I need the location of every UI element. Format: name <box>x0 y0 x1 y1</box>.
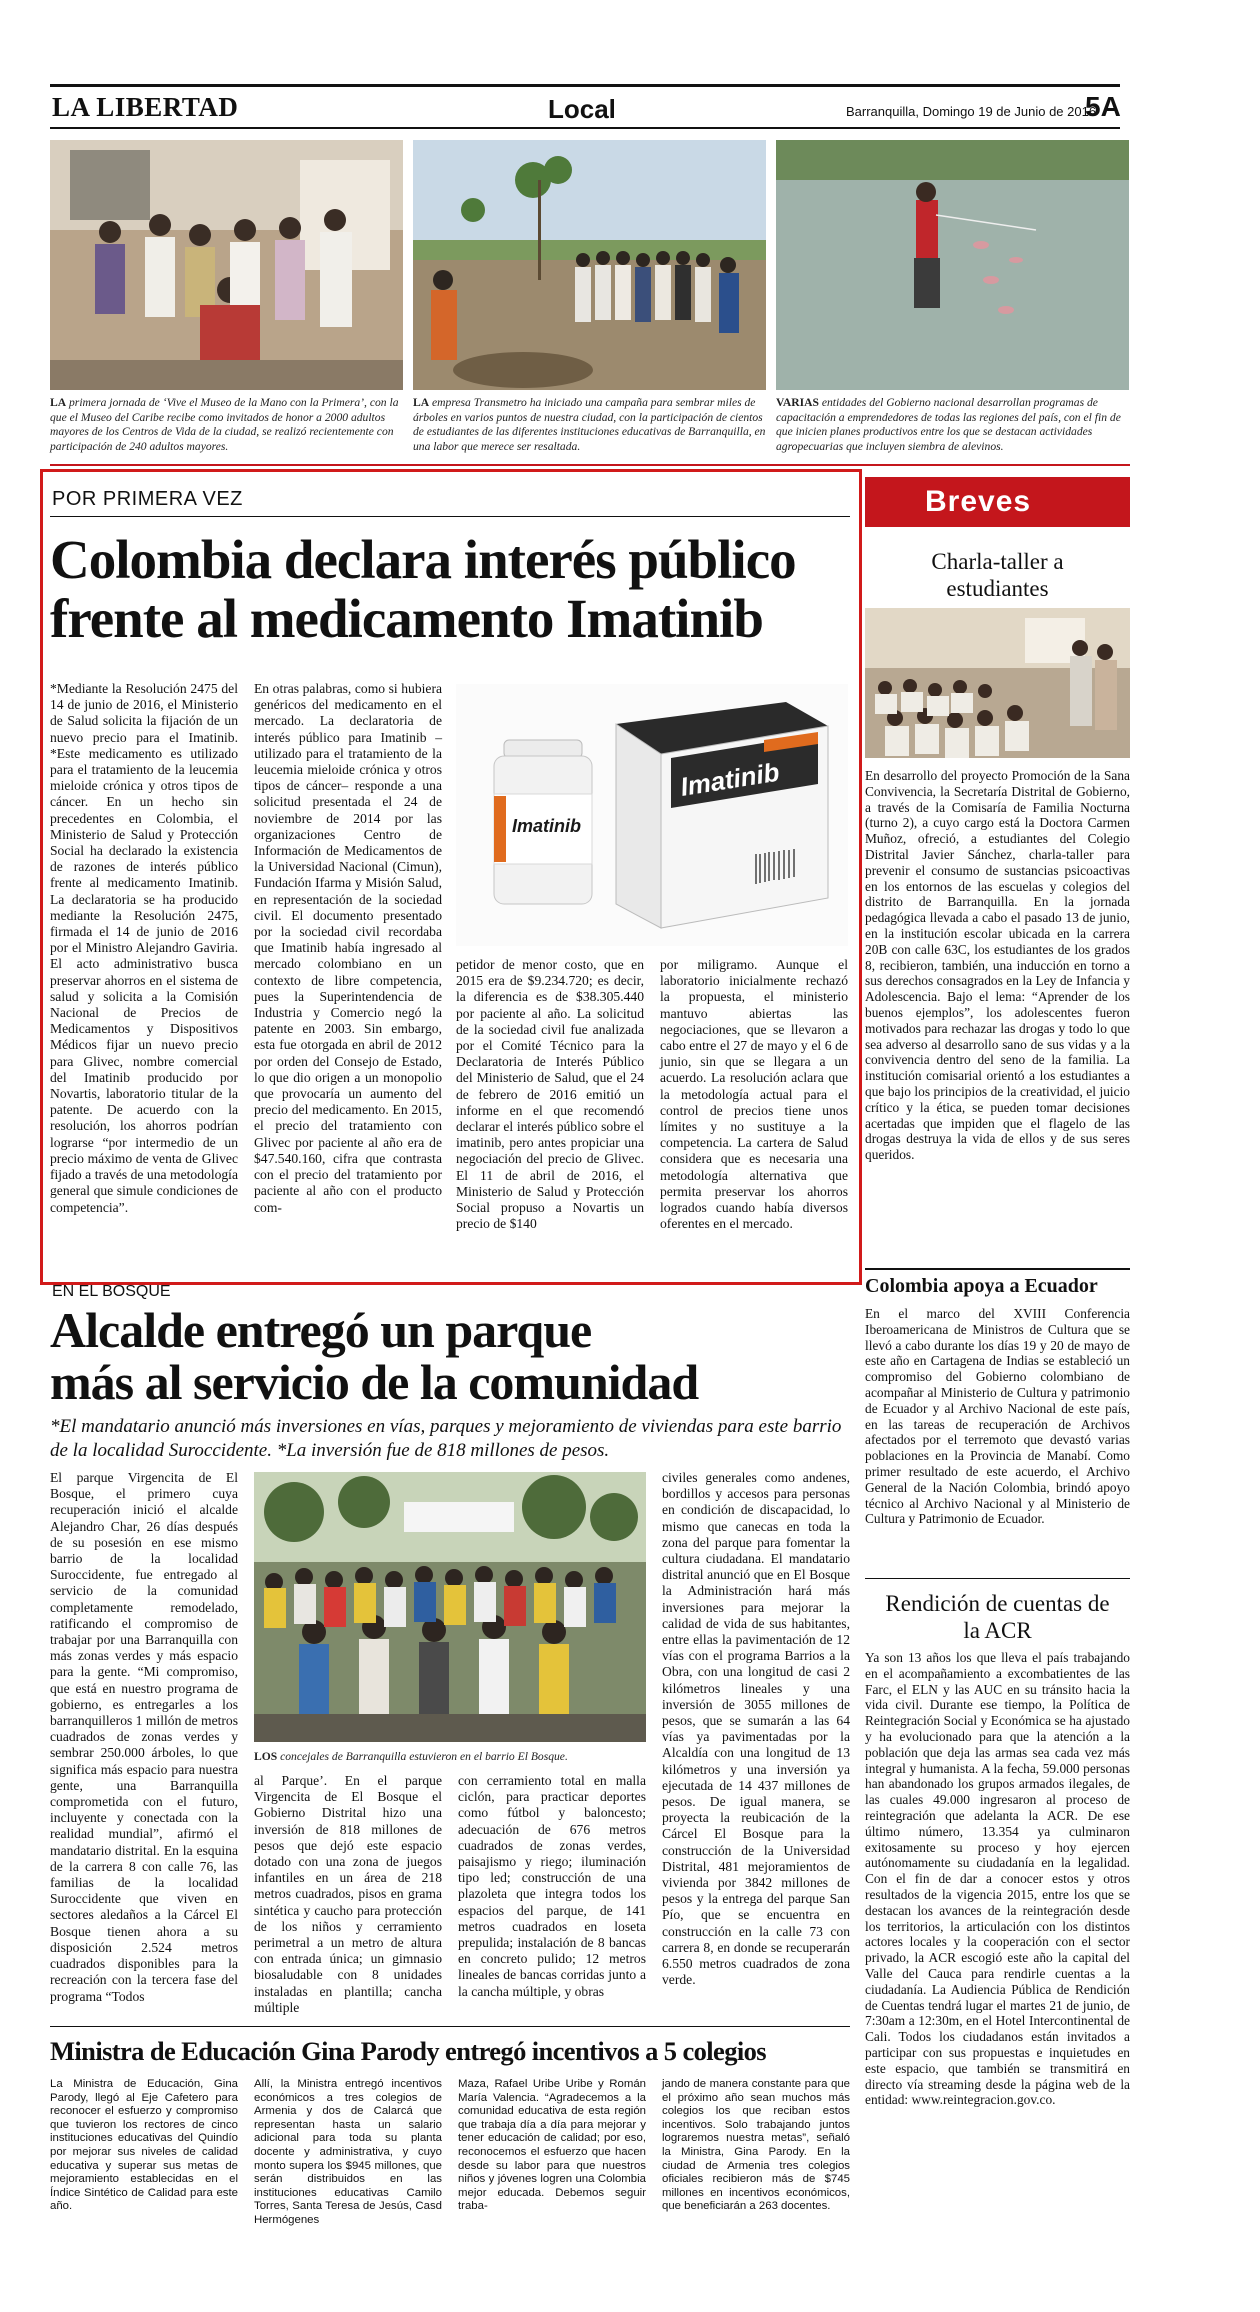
imatinib-headline-line2: frente al medicamento Imatinib <box>50 588 763 649</box>
edu-headline: Ministra de Educación Gina Parody entregó incentivos a 5 colegios <box>50 2036 766 2066</box>
park-headline-line2: más al servicio de la comunidad <box>50 1354 699 1410</box>
breves-title: Breves <box>925 485 1032 518</box>
park-headline <box>50 1302 860 1410</box>
dateline: Barranquilla, Domingo 19 de Junio de 2016 <box>846 104 1097 119</box>
header-top-rule <box>50 84 1120 87</box>
edu-col2: Allí, la Ministra entregó incentivos económicos a tres colegios de Armenia y dos de Calarcá que representan hasta un salario adicional para toda su planta docente y administrativa, y cuyo monto supera los $945 millones, que serán distribuidos en las instituciones educativas Camilo Torres, Santa Teresa de Jesús, Casd Hermógenes <box>254 2078 442 2226</box>
park-photo-image <box>254 1472 646 1742</box>
caption-transmetro: LA empresa Transmetro ha iniciado una campaña para sembrar miles de árboles en varios puntos de nuestra ciudad, con la participación de cientos de estudiantes de las diferentes instituciones educativas de Barranquilla, en una labor que merece ser resaltada. <box>413 396 766 453</box>
imatinib-box-and-bottle <box>456 684 848 946</box>
edu-col1: La Ministra de Educación, Gina Parody, llegó al Eje Cafetero para reconocer el esfuerzo y compromiso que tuvieron los rectores de cinco instituciones educativas del Quindío por mejorar sus niveles de calidad educativa y superar sus metas de mejoramiento establecidas en el Índice Sintético de Calidad para este año. <box>50 2078 238 2213</box>
edu-col4: jando de manera constante para que el próximo año sean muchos más colegios los que reciban estos incentivos. Solo trabajando juntos lograremos nuestra metas”, señaló la Ministra, Gina Parody. En la ciudad de Armenia tres colegios oficiales recibieron más de $745 millones en incentivos económicos, que beneficiarán a 263 docentes. <box>662 2078 850 2213</box>
charla-body: En desarrollo del proyecto Promoción de la Sana Convivencia, la Secretaría Distrital de Gobierno, a través de la Comisaría de Familia Nocturna (turno 2), a cuyo cargo está la Doctora Carmen Muñoz, ofreció, a estudiantes del Colegio Distrital Javier Sánchez, charla-taller para prevenir el consumo de sustancias psicoactivas en los entornos de las escuelas y colegios del distrito de Barranquilla. En la jornada pedagógica llevada a cabo el pasado 13 de junio, en la institución escolar ubicada en la carrera 20B con calle 63C, los estudiantes de los grados 8, recibieron, también, una inducción en torno a sus derechos consagrados en la Ley de Infancia y Adolescencia. Bajo el lema: “Aprender de los buenos ejemplos”, los adolescentes fueron motivados para rechazar las drogas y todo lo que sea adverso al desarrollo sano de sus vidas y a la convivencia dentro del seno de la familia. La institución comisarial orientó a los estudiantes a que bajo los principios de la creatividad, el juicio crítico y la ética, se pueden tomar decisiones acertadas que impiden que el flagelo de las drogas destruya la vida de ellos y de sus seres queridos. <box>865 768 1130 1163</box>
kicker-underline <box>50 516 850 517</box>
edu-top-rule <box>50 2026 850 2027</box>
imatinib-col1: *Mediante la Resolución 2475 del 14 de junio de 2016, el Ministerio de Salud solicita la fijación de un nuevo precio para el Imatinib. *Este medicamento es utilizado para el tratamiento de la leucemia mieloide crónica y otros tipos de cáncer. En un hecho sin precedentes en Colombia, el Ministerio de Salud y Protección Social ha declarado la existencia de razones de interés público frente al medicamento Imatinib. La declaratoria se ha producido mediante la Resolución 2475, firmada el 14 de junio de 2016 por el Ministro Alejandro Gaviria. El acto administrativo busca preservar ahorros en el sistema de salud y solicita a la Comisión Nacional de Precios de Medicamentos y Dispositivos Médicos fijar un nuevo precio para Glivec, nombre comercial del Imatinib producido por Novartis, laboratorio titular de la patente. De acuerdo con la resolución, los ahorros podrían lograrse “por intermedio de un precio máximo de venta de Glivec fijado a través de una metodología general que simule condiciones de competencia”. <box>50 681 238 1215</box>
park-photo-caption: LOS concejales de Barranquilla estuvieron en el barrio El Bosque. <box>254 1750 568 1763</box>
charla-title: Charla-taller a estudiantes <box>931 549 1064 601</box>
imatinib-photo <box>456 684 848 946</box>
section-name: Local <box>548 94 616 124</box>
ecuador-divider <box>865 1578 1130 1579</box>
park-col2: al Parque’. En el parque Virgencita de El Bosque el Gobierno Distrital hizo una inversión de 818 millones de pesos que dejó este espacio dotado con una zona de juegos infantiles en un área de 218 metros cuadrados, pisos en grama sintética y caucho para protección de los niños y cerramiento perimetral a un metro de altura con entrada única; un gimnasio biosaludable con 8 unidades instaladas en plantilla; cancha múltiple <box>254 1773 442 2015</box>
charla-photo-image <box>865 608 1130 758</box>
imatinib-headline-line1: Colombia declara interés público <box>50 529 796 590</box>
imatinib-col4: por miligramo. Aunque el laboratorio inicialmente rechazó la propuesta, el ministerio mantuvo abiertas las negociaciones, que se llevaron a cabo entre el 27 de mayo y el 6 de junio, sin que se llegara a un acuerdo. La resolución aclara que la metodología actual para el control de precios tiene unos límites y no sustituye a la competencia. La cartera de Salud considera que es necesaria una metodología alternativa que permita preservar los ahorros logrados cuando había diversos oferentes en el mercado. <box>660 957 848 1232</box>
caption-gobierno: VARIAS entidades del Gobierno nacional desarrollan programas de capacitación a emprendedores de todas las regiones del país, con el fin de que inicien planes productivos entre los que se destacan actividades agropecuarias que incluyen siembra de alevinos. <box>776 396 1121 453</box>
park-kicker: EN EL BOSQUE <box>52 1283 171 1300</box>
ecuador-title: Colombia apoya a Ecuador <box>865 1275 1098 1297</box>
acr-body: Ya son 13 años los que lleva el país trabajando en el acompañamiento a excombatientes de las Farc, el ELN y las AUC en su tránsito hacia la vida civil. Durante ese tiempo, la Política de Reintegración Social y Económica se ha ajustado y ha evolucionado para que la atención a la población que deja las armas sea cada vez más integral y humanista. A la fecha, 59.000 personas han abandonado los grupos armados ilegales, de las cuales 49.000 ingresaron al proceso de reintegración que adelanta la ACR. De ese último número, 13.354 ya culminaron exitosamente su proceso y hoy ejercen autónomamente su ciudadanía en la legalidad. Con el fin de dar a conocer estos y otros resultados de la vigencia 2015, entre los que se destacan los avances de la reintegración desde los territorios, la articulación con los distintos actores locales y la cooperación con el sector privado, la ACR escogió este año la capital del Valle del Cauca para rendirle cuentas a la ciudadanía. La Audiencia Pública de Rendición de Cuentas tendrá lugar el martes 21 de junio, de 7:30am a 12:30m, en el Hotel Intercontinental de Cali. Todos los ciudadanos están invitados a participar con sus propuestas e inquietudes en este espacio, que también se transmitirá en directo vía streaming desde la página web de la entidad: www.reintegracion.gov.co. <box>865 1650 1130 2108</box>
photo-museum-seniors <box>50 140 403 390</box>
imatinib-col3: petidor de menor costo, que en 2015 era de $9.234.720; es decir, la diferencia es de $38.305.440 por paciente al año. La solicitud de la sociedad civil fue analizada por el Comité Técnico para la Declaratoria de Interés Público del Ministerio de Salud, que el 24 de febrero de 2016 emitió un informe en el que recomendó declarar el interés público sobre el imatinib, pero antes propiciar una negociación del precio de Glivec. El 11 de abril de 2016, el Ministerio de Salud y Protección Social propuso a Novartis un precio de $140 <box>456 957 644 1232</box>
acr-title: Rendición de cuentas de la ACR <box>885 1591 1110 1643</box>
masthead: LA LIBERTAD <box>52 92 239 122</box>
photo-museum-seniors-image <box>50 140 403 390</box>
page-number: 5A <box>1085 91 1121 122</box>
imatinib-headline <box>50 529 850 649</box>
park-col3: con cerramiento total en malla ciclón, para practicar deportes como fútbol y baloncesto; adecuación de 676 metros cuadrados de zonas verdes, paisajismo y riego; iluminación tipo led; construcción de una plazoleta que integra todos los espacios del parque, de 141 metros cuadrados en loseta prepulida; instalación de 8 bancas en concreto pulido; 12 metros lineales de bancas corridas junto a la cancha múltiple, y obras <box>458 1773 646 1999</box>
photo-fish-farming <box>776 140 1129 390</box>
park-deck: *El mandatario anunció más inversiones en vías, parques y mejoramiento de viviendas para este barrio de la localidad Suroccidente. *La inversión fue de 818 millones de pesos. <box>50 1416 842 1461</box>
photo-tree-planting <box>413 140 766 390</box>
charla-photo <box>865 608 1130 758</box>
park-photo <box>254 1472 646 1742</box>
box-label: Imatinib <box>678 756 782 802</box>
breves-bar <box>865 477 1130 527</box>
park-headline-line1: Alcalde entregó un parque <box>50 1302 592 1358</box>
photo-tree-planting-image <box>413 140 766 390</box>
header-bottom-rule <box>50 127 1120 129</box>
bottle-label: Imatinib <box>512 816 582 836</box>
ecuador-body: En el marco del XVIII Conferencia Iberoamericana de Ministros de Cultura que se llevó a cabo durante los días 19 y 20 de mayo de este año en Cartagena de Indias se estableció un compromiso del Gobierno colombiano de acompañar al Ministerio de Cultura y patrimonio de Ecuador y al Archivo Nacional de este país, en las tareas de recuperación de Archivos afectados por el terremoto que devastó varias poblaciones en la Provincia de Manabí. Como primer resultado de este acuerdo, el Archivo General de la Nación Colombia, brindó apoyo técnico al Archivo Nacional y al Ministerio de Cultura y Patrimonio de Ecuador. <box>865 1306 1130 1527</box>
edu-col3: Maza, Rafael Uribe Uribe y Román María Valencia. “Agradecemos a la comunidad educativa de esta región que trabaja día a día para mejorar y tener educación de calidad; por eso, reconocemos el esfuerzo que hacen desde su labor para que nuestros niños y jóvenes logren una Colombia mejor educada. Debemos seguir traba- <box>458 2078 646 2213</box>
park-col1: El parque Virgencita de El Bosque, el primero cuya recuperación inició el alcalde Alejandro Char, 26 días después de su posesión en ese mismo barrio de la localidad Suroccidente, fue entregado al servicio de la comunidad completamente remodelado, ratificando el compromiso de trabajar por una Barranquilla con más zonas verdes y más espacio para la gente. “Mi compromiso, que está en nuestro programa de gobierno, es entregarles a los barranquilleros 1 millón de metros cuadrados de zonas verdes y sembrar 250.000 árboles, lo que significa más espacio para nuestra gente, una Barranquilla comprometida con el futuro, incluyente y conectada con la realidad mundial”, afirmó el mandatario distrital. En la esquina de la carrera 8 con calle 76, las familias de la localidad Suroccidente que viven en sectores aledaños a la Cárcel El Bosque tienen ahora a su disposición 2.524 metros cuadrados disponibles para la recreación con la tercera fase del programa “Todos <box>50 1470 239 2004</box>
top-photos-bottom-rule <box>50 464 1130 466</box>
breves-divider <box>865 1268 1130 1270</box>
photo-fish-farming-image <box>776 140 1129 390</box>
caption-museum: LA primera jornada de ‘Vive el Museo de la Mano con la Primera’, con la que el Museo del Caribe recibe como invitados de honor a 2000 adultos mayores de los Centros de Vida de la ciudad, se realizó recientemente con participación de 240 adultos mayores. <box>50 396 399 453</box>
imatinib-kicker: POR PRIMERA VEZ <box>52 488 243 510</box>
imatinib-col2: En otras palabras, como si hubiera genéricos del medicamento en el mercado. La declaratoria de interés público para Imatinib –utilizado para el tratamiento de la leucemia mieloide crónica y otros tipos de cáncer– responde a una solicitud presentada el 24 de noviembre de 2014 por las organizaciones Centro de Información de Medicamentos de la Universidad Nacional (Cimun), Fundación Ifarma y Misión Salud, en representación de la sociedad civil. El documento presentado por la sociedad civil recordaba que Imatinib había ingresado al mercado colombiano en un contexto de libre competencia, pues la Superintendencia de Industria y Comercio negó la patente en 2003. Sin embargo, esta fue otorgada en abril de 2012 por orden del Consejo de Estado, lo que dio origen a un monopolio que provocaría un aumento del precio del medicamento. En 2015, el precio del tratamiento con Glivec por paciente al año era de $47.540.160, cifra que contrasta con el precio del tratamiento por paciente al año con el producto com- <box>254 681 442 1215</box>
park-col4: civiles generales como andenes, bordillos y accesos para personas en condición de discapacidad, lo mismo que canecas en toda la zona del parque para fomentar la cultura ciudadana. El mandatario distrital anunció que en El Bosque la Administración hará más inversiones para mejorar la calidad de vida de sus habitantes, entre ellas la pavimentación de 12 vías con el programa Barrios a la Obra, con una longitud de casi 2 kilómetros lineales y una inversión de 3055 millones de pesos, que se sumarán a las 64 vías ya pavimentadas por la Alcaldía con una longitud de 13 kilómetros y una inversión ya ejecutada de 14 437 millones de pesos. De igual manera, se proyecta la reubicación de la Cárcel El Bosque para la construcción de la Universidad Distrital, 481 mejoramientos de vivienda por 3842 millones de pesos y la entrega del parque San Pío, que se encuentra en construcción en la calle 73 con carrera 8, en donde se recuperarán 6.550 metros cuadrados de zona verde. <box>662 1470 850 1988</box>
